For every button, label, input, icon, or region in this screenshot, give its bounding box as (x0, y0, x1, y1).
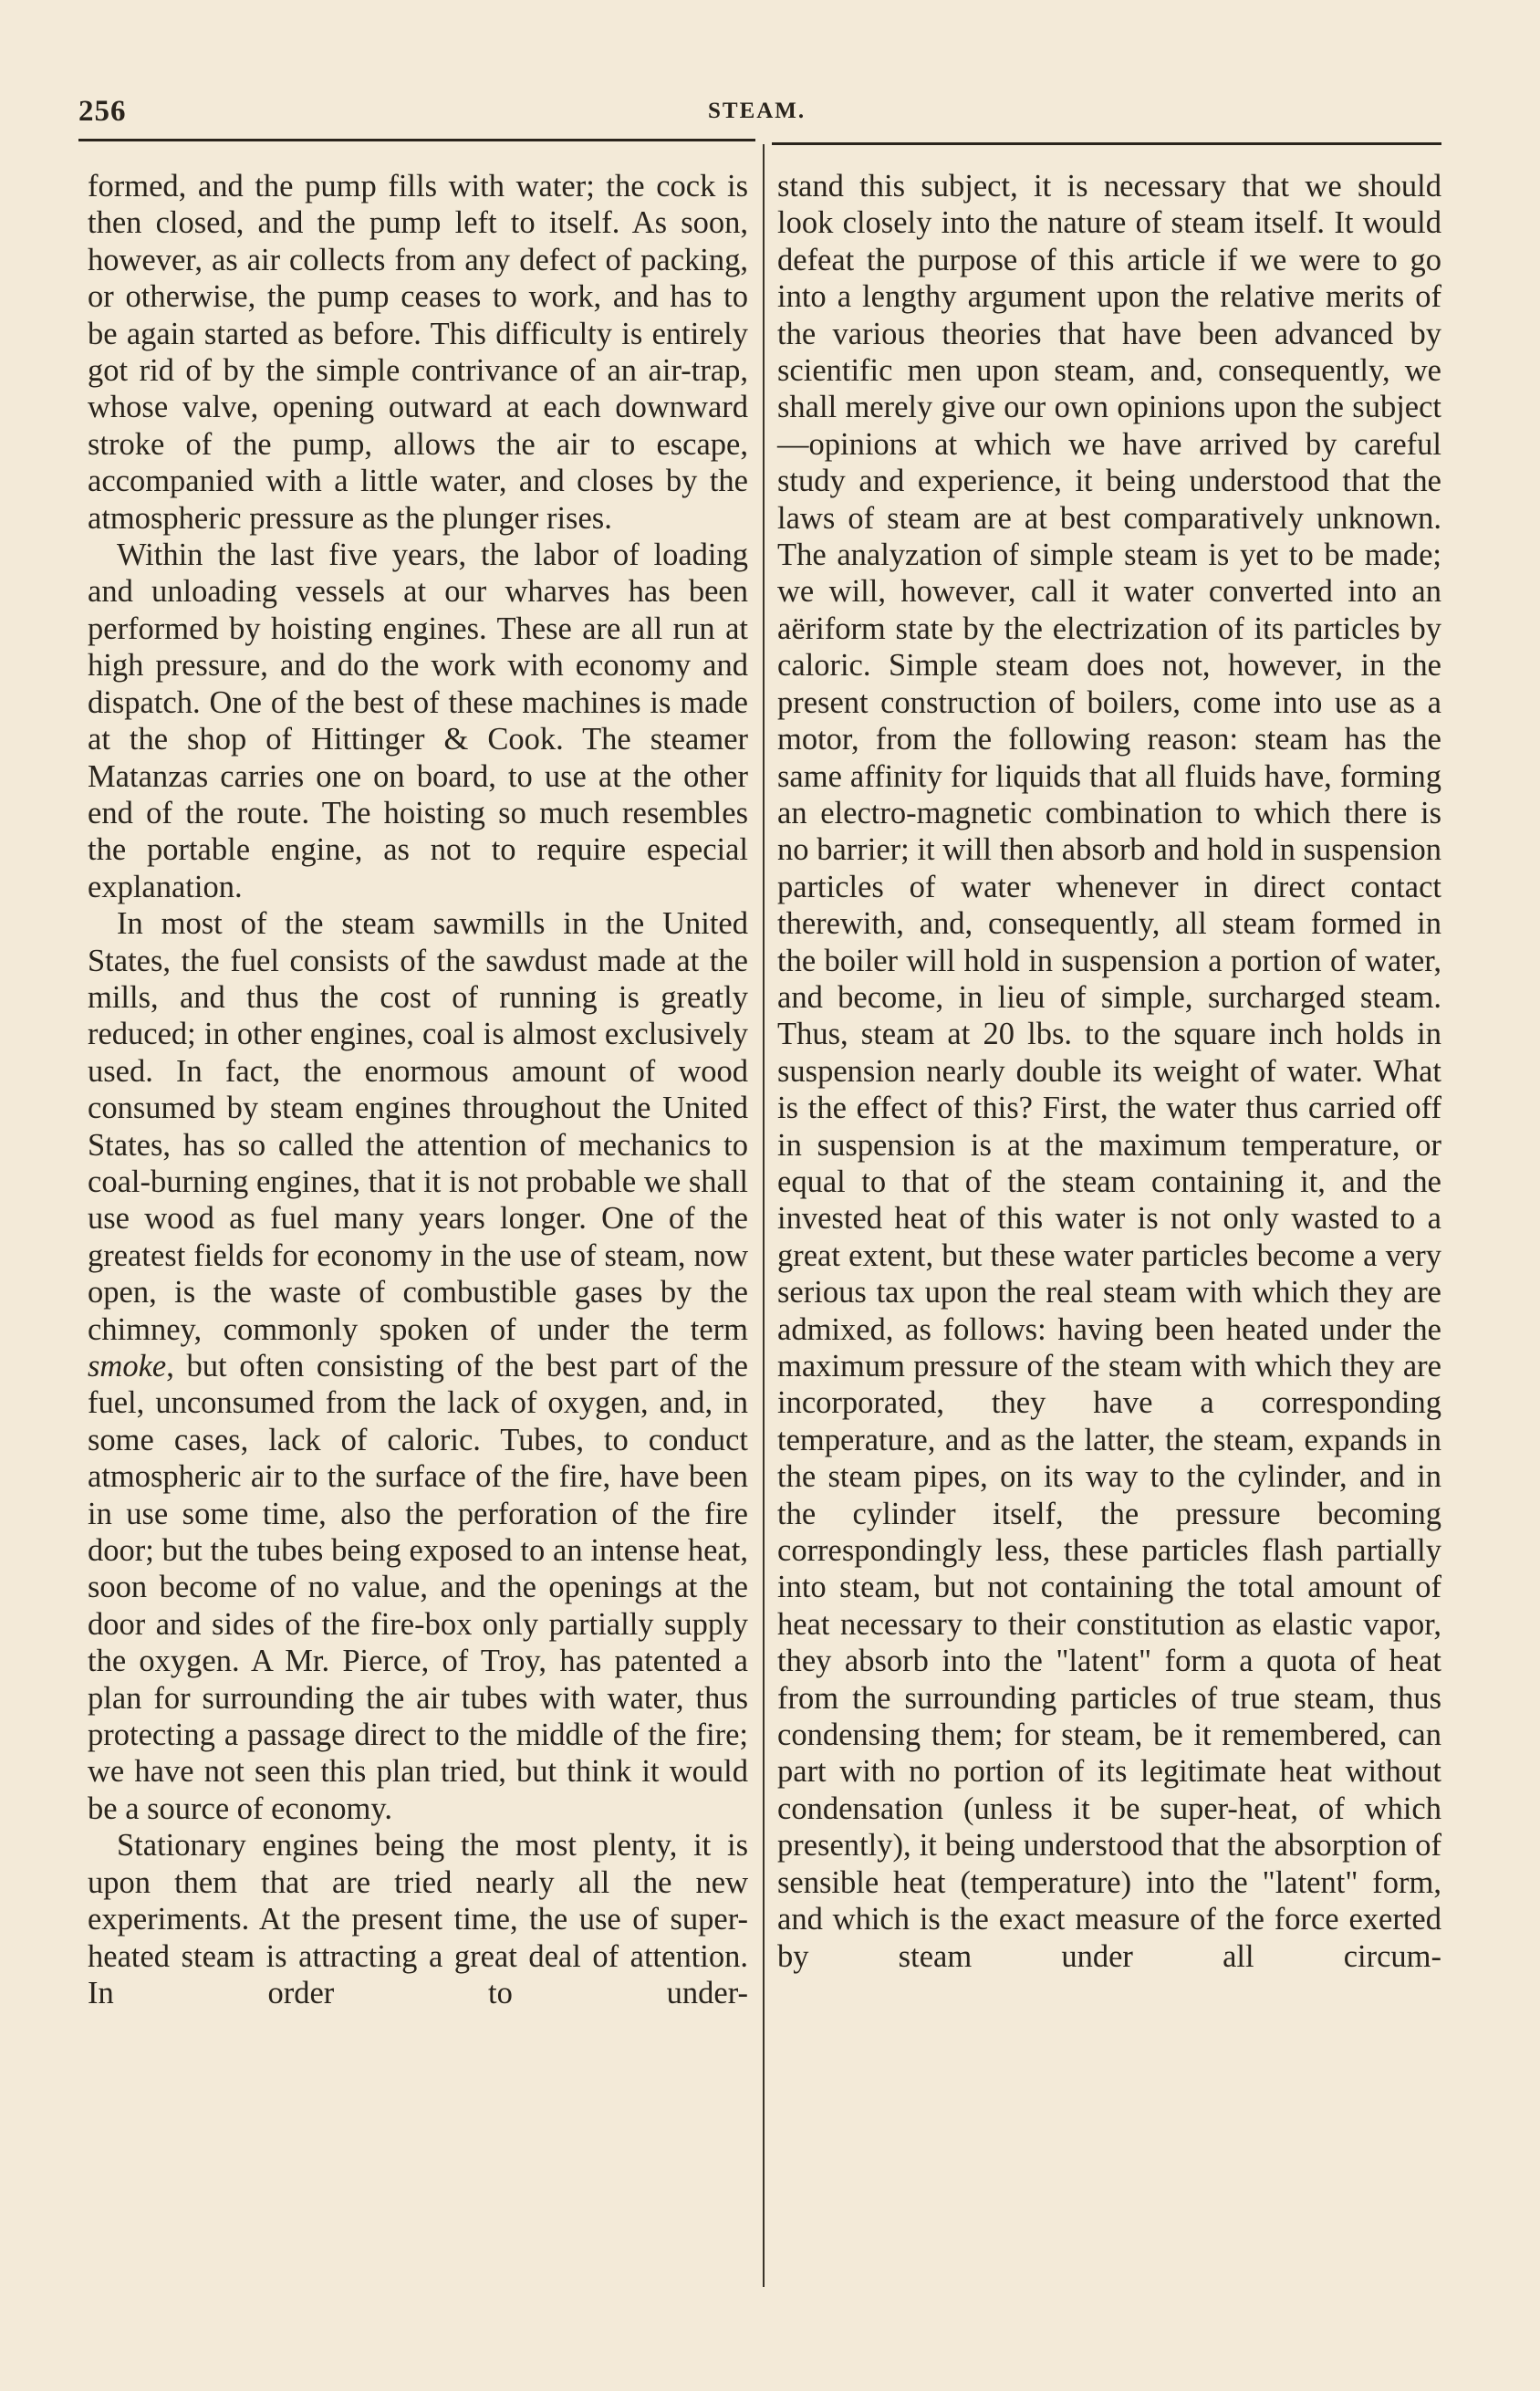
right-column (777, 168, 1441, 1975)
header-rule-left (78, 139, 755, 141)
right-paragraph-1: stand this subject, it is necessary that we should look closely into the nature of steam itself. It would defeat the purpose of this article if we were to go into a lengthy argument upon the relative merits of the various theories that have been advanced by scientific men upon steam, and, consequently, we shall merely give our own opinions upon the subject—opinions at which we have arrived by careful study and experience, it being understood that the laws of steam are at best comparatively unknown. The analyzation of simple steam is yet to be made; we will, however, call it water converted into an aëriform state by the electrization of its particles by caloric. Simple steam does not, however, in the present construction of boilers, come into use as a motor, from the following reason: steam has the same affinity for liquids that all fluids have, forming an electro-magnetic combination to which there is no barrier; it will then absorb and hold in suspension particles of water whenever in direct contact therewith, and, consequently, all steam formed in the boiler will hold in suspension a portion of water, and become, in lieu of simple, surcharged steam. Thus, steam at 20 lbs. to the square inch holds in suspension nearly double its weight of water. What is the effect of this? First, the water thus carried off in suspension is at the maximum temperature, or equal to that of the steam containing it, and the invested heat of this water is not only wasted to a great extent, but these water particles become a very serious tax upon the real steam with which they are admixed, as follows: having been heated under the maximum pressure of the steam with which they are incorporated, they have a corresponding temperature, and as the latter, the steam, expands in the steam pipes, on its way to the cylinder, and in the cylinder itself, the pressure becoming correspondingly less, these particles flash partially into steam, but not containing the total amount of heat necessary to their constitution as elastic vapor, they absorb into the "latent" form a quota of heat from the surrounding particles of true steam, thus condensing them; for steam, be it remembered, can part with no portion of its legitimate heat without condensation (unless it be super-heat, of which presently), it being understood that the absorption of sensible heat (temperature) into the "latent" form, and which is the exact measure of the force exerted by steam under all circum- (777, 169, 1441, 1974)
running-head: STEAM. (708, 99, 806, 123)
left-paragraph-3-part-b: , but often consisting of the best part of the fuel, unconsumed from the lack of oxygen, and, in some cases, lack of caloric. Tubes, to conduct atmospheric air to the surface of the fire, have been in use some time, also the perforation of the fire door; but the tubes being exposed to an intense heat, soon become of no value, and the openings at the door and sides of the fire-box only partially supply the oxygen. A Mr. Pierce, of Troy, has patented a plan for surrounding the air tubes with water, thus protecting a passage direct to the middle of the fire; we have not seen this plan tried, but think it would be a source of economy. (88, 1349, 748, 1826)
left-paragraph-2: Within the last five years, the labor of loading and unloading vessels at our wharves has been performed by hoisting engines. These are all run at high pressure, and do the work with economy and dispatch. One of the best of these machines is made at the shop of Hittinger & Cook. The steamer Matanzas carries one on board, to use at the other end of the route. The hoisting so much resembles the portable engine, as not to require especial explanation. (88, 538, 748, 904)
left-paragraph-4: Stationary engines being the most plenty, it is upon them that are tried nearly all the new experiments. At the present time, the use of super-heated steam is attracting a great deal of attention. In order to under- (88, 1828, 748, 2010)
emphasis-smoke: smoke (88, 1349, 167, 1383)
left-column (88, 168, 748, 2011)
column-divider (763, 144, 765, 2287)
page-number: 256 (78, 95, 127, 128)
left-paragraph-3-part-a: In most of the steam sawmills in the United States, the fuel consists of the sawdust made at the mills, and thus the cost of running is greatly reduced; in other engines, coal is almost exclusively used. In fact, the enormous amount of wood consumed by steam engines throughout the United States, has so called the attention of mechanics to coal-burning engines, that it is not probable we shall use wood as fuel many years longer. One of the greatest fields for economy in the use of steam, now open, is the waste of combustible gases by the chimney, commonly spoken of under the term (88, 906, 748, 1347)
left-paragraph-3 (88, 905, 748, 1827)
header-rule-right (772, 142, 1441, 145)
left-paragraph-1: formed, and the pump fills with water; the cock is then closed, and the pump left to itself. As soon, however, as air collects from any defect of packing, or otherwise, the pump ceases to work, and has to be again started as before. This difficulty is entirely got rid of by the simple contrivance of an air-trap, whose valve, opening outward at each downward stroke of the pump, allows the air to escape, accompanied with a little water, and closes by the atmospheric pressure as the plunger rises. (88, 169, 748, 536)
